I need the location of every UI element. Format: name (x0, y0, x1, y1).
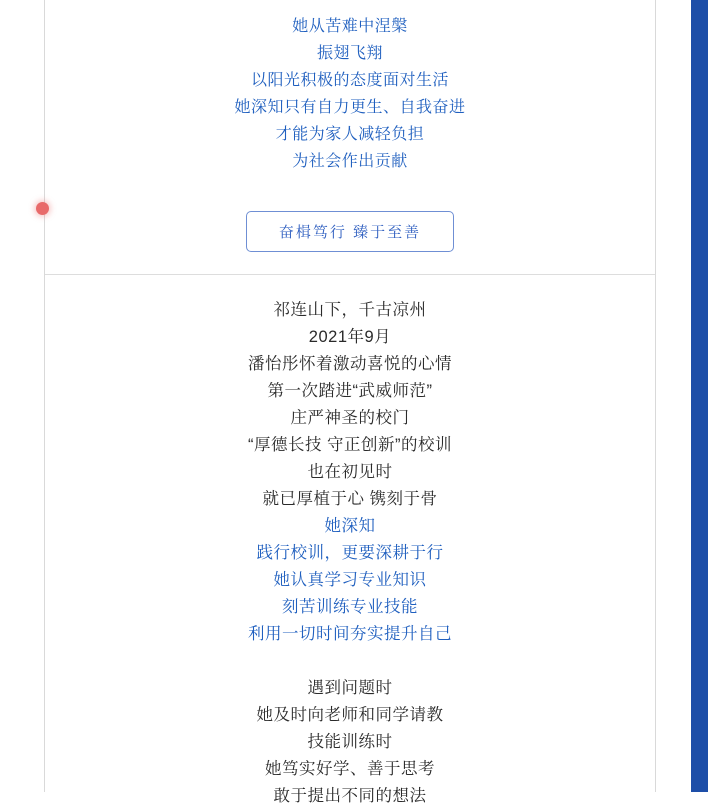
text-line: 遇到问题时 (307, 679, 393, 697)
text-line: 刻苦训练专业技能 (282, 598, 418, 616)
section-badge-label: 奋楫笃行 臻于至善 (246, 211, 454, 252)
dot-icon (36, 202, 49, 215)
paragraph-gap (45, 648, 655, 675)
text-line: 也在初见时 (307, 463, 393, 481)
text-line: 庄严神圣的校门 (290, 409, 410, 427)
text-line: 振翅飞翔 (316, 45, 383, 62)
text-line: 她深知 (324, 517, 376, 535)
text-line: 利用一切时间夯实提升自己 (248, 625, 452, 643)
text-line: 2021年9月 (308, 328, 392, 346)
text-line: 潘怡彤怀着激动喜悦的心情 (248, 355, 452, 373)
text-line: “厚德长技 守正创新”的校训 (247, 436, 453, 454)
text-line: 祁连山下，千古凉州 (273, 301, 427, 319)
text-line: 她及时向老师和同学请教 (256, 706, 444, 724)
text-line: 她笃实好学、善于思考 (265, 760, 435, 778)
poem-block-bottom (45, 675, 655, 810)
text-line: 她从苦难中涅槃 (292, 18, 408, 35)
text-line: 才能为家人减轻负担 (275, 126, 425, 143)
text-line: 就已厚植于心 镌刻于骨 (262, 490, 438, 508)
text-line: 以阳光积极的态度面对生活 (250, 72, 449, 89)
column-rule-right (655, 0, 656, 792)
text-line: 第一次踏进“武威师范” (267, 382, 433, 400)
section-badge (45, 211, 655, 252)
text-line: 她深知只有自力更生、自我奋进 (234, 99, 466, 116)
text-line: 技能训练时 (307, 733, 393, 751)
text-line: 践行校训，更要深耕于行 (256, 544, 444, 562)
text-line: 敢于提出不同的想法 (273, 787, 427, 805)
text-line: 她认真学习专业知识 (273, 571, 427, 589)
text-line: 为社会作出贡献 (292, 153, 408, 170)
article-content (45, 0, 655, 805)
poem-block-top (45, 0, 655, 175)
poem-block-middle (45, 275, 655, 648)
page-edge-strip (691, 0, 708, 792)
